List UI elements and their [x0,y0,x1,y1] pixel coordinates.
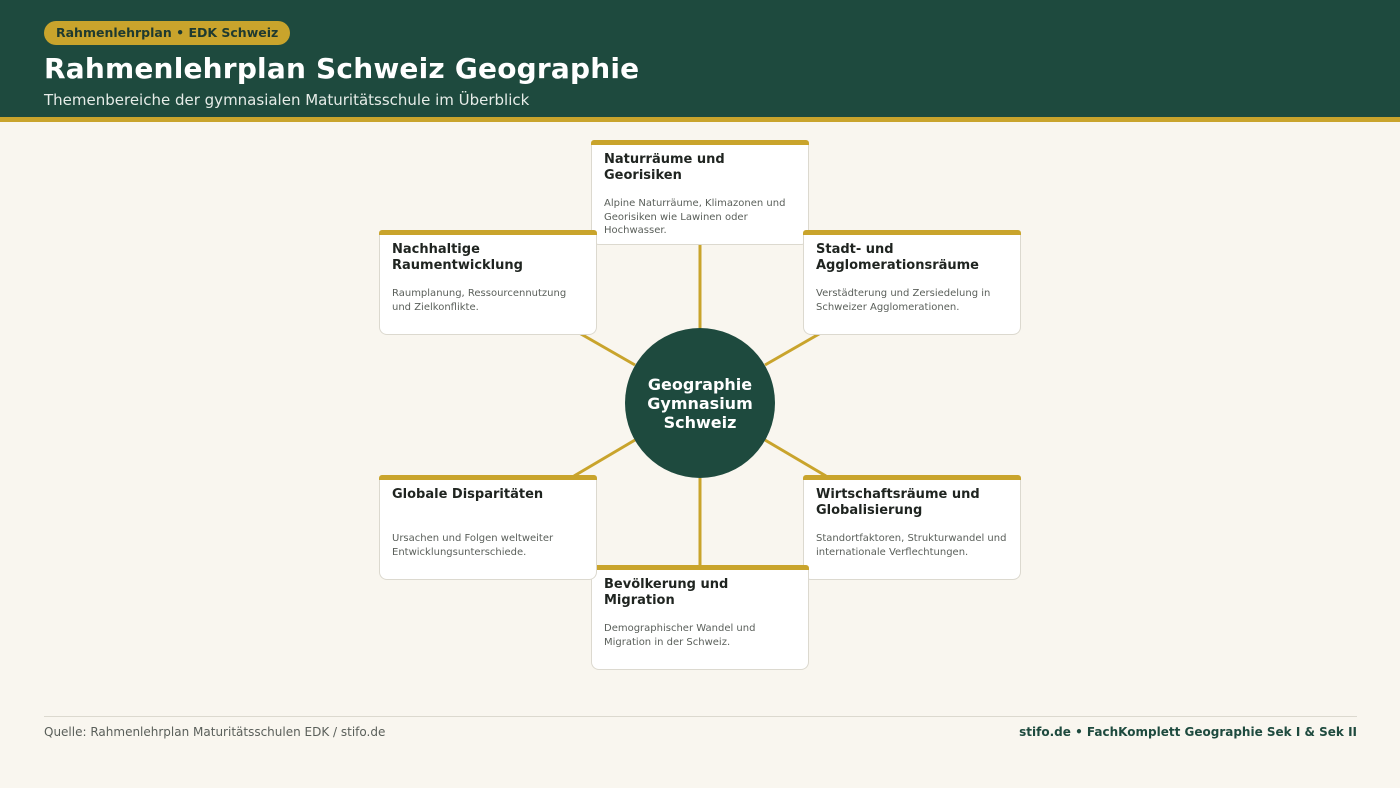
topic-title: Naturräume und Georisiken [604,152,725,183]
topic-description: Standortfaktoren, Strukturwandel und internationale Verflechtungen. [816,533,1007,558]
topic-card-bevoelkerung [591,570,809,670]
topic-description: Verstädterung und Zersiedelung in Schweizer Agglomerationen. [816,288,991,313]
center-line: Gymnasium [647,393,753,413]
topic-card-disparitaeten [379,480,597,580]
topic-card-wirtschaft [803,480,1021,580]
footer-source: Quelle: Rahmenlehrplan Maturitätsschulen EDK / stifo.de [44,725,386,739]
topic-title: Stadt- und Agglomerationsräume [816,242,980,273]
center-line: Geographie [647,374,753,394]
connector-line-5 [574,440,635,476]
header-badge: Rahmenlehrplan • EDK Schweiz [44,21,290,45]
connector-line-6 [574,330,635,365]
topic-card-naturraeume [591,145,809,245]
topic-title: Nachhaltige Raumentwicklung [392,242,523,273]
topic-description: Demographischer Wandel und Migration in der Schweiz. [604,623,756,648]
footer-divider [44,716,1357,717]
topic-title: Globale Disparitäten [392,487,544,502]
topic-card-raumentwicklung [379,235,597,335]
connector-line-3 [765,440,826,476]
page-subtitle: Themenbereiche der gymnasialen Maturitätsschule im Überblick [44,91,530,109]
footer-brand: stifo.de • FachKomplett Geographie Sek I & Sek II [1019,725,1357,739]
card-accent-bar [803,230,1021,235]
topic-title: Wirtschaftsräume und Globalisierung [816,487,980,518]
topic-description: Raumplanung, Ressourcennutzung und Zielkonflikte. [392,288,567,313]
card-accent-bar [591,140,809,145]
center-line: Schweiz [663,412,737,432]
card-accent-bar [379,475,597,480]
topic-description: Alpine Naturräume, Klimazonen und Georisiken wie Lawinen oder Hochwasser. [604,198,786,236]
page-title: Rahmenlehrplan Schweiz Geographie [44,52,640,85]
card-accent-bar [379,230,597,235]
topic-title: Bevölkerung und Migration [604,577,729,608]
connector-line-2 [765,330,826,365]
card-accent-bar [591,565,809,570]
card-accent-bar [803,475,1021,480]
topic-description: Ursachen und Folgen weltweiter Entwicklungsunterschiede. [392,533,554,558]
topic-card-stadt [803,235,1021,335]
central-topic-circle [625,328,775,478]
